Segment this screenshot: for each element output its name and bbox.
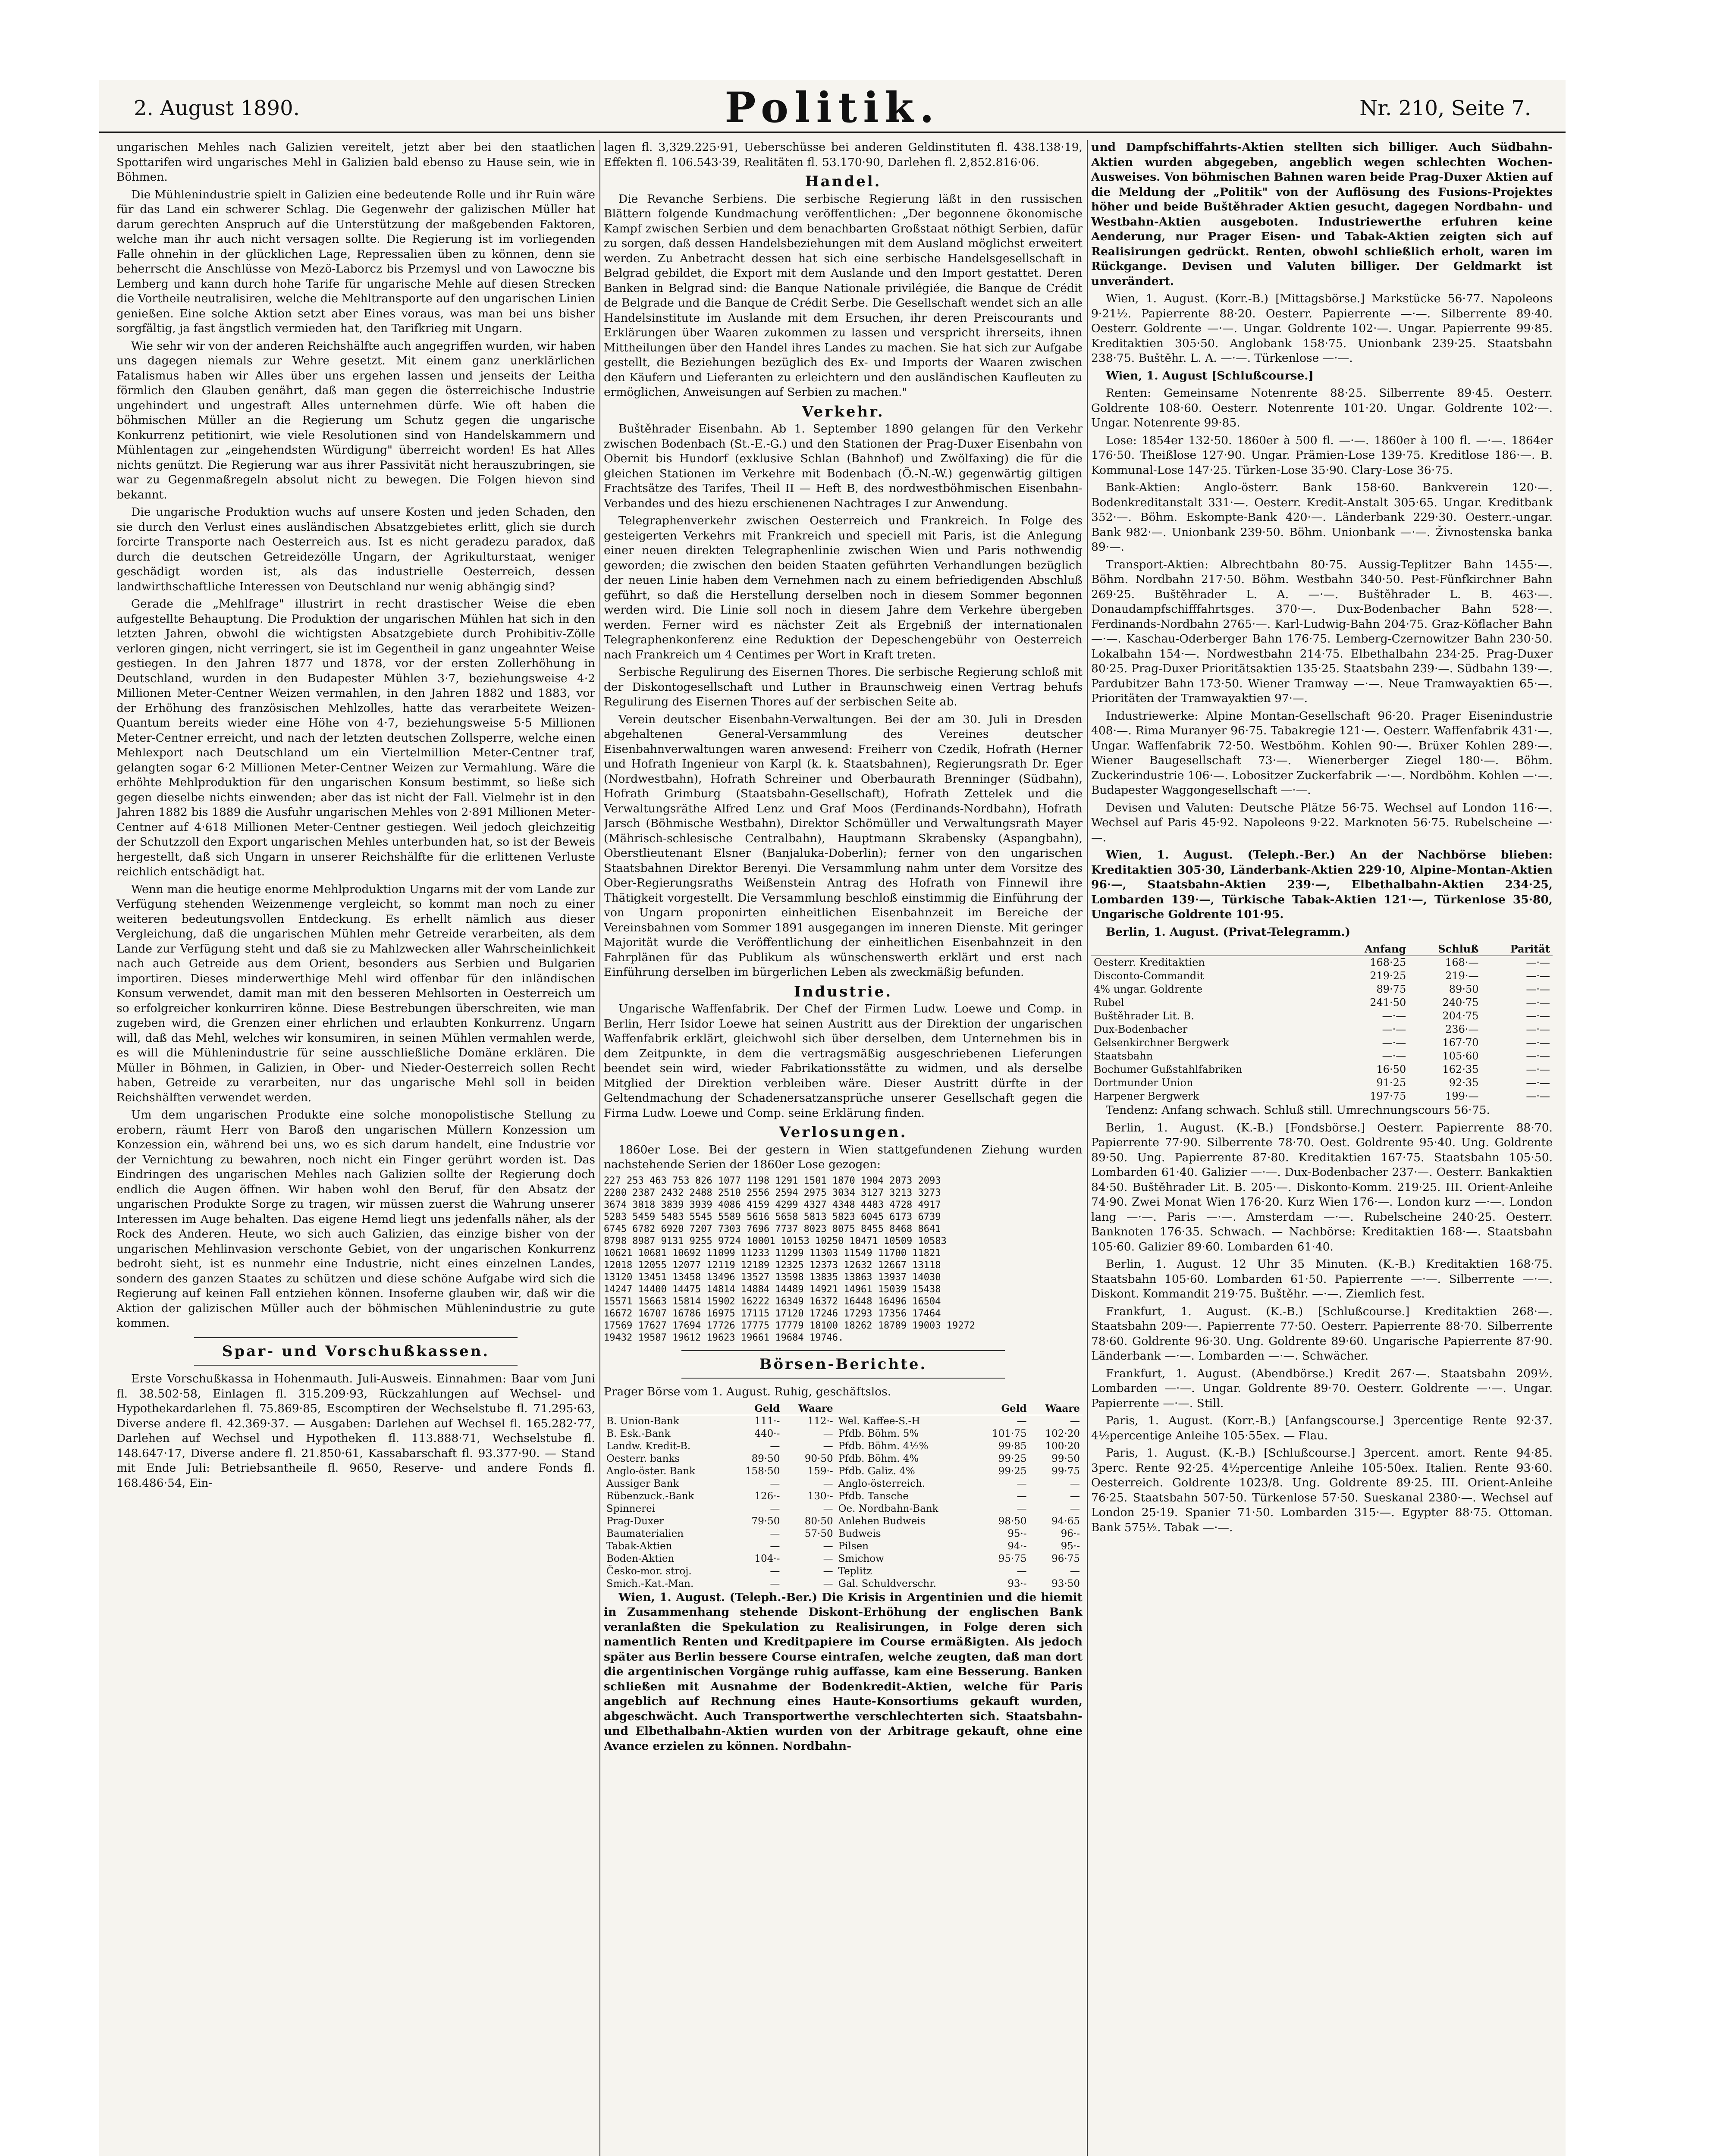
table-cell-label: 4% ungar. Goldrente <box>1094 983 1203 995</box>
table-cell-value: 90·50 <box>804 1453 833 1464</box>
table-cell-label: Pfdb. Galiz. 4% <box>838 1465 915 1477</box>
lottery-series-numbers: 227 253 463 753 826 1077 1198 1291 1501 1870 1904 2073 2093 2280 2387 2432 2488 2510 2556 2594 2975 3034 3127 3213 3273 3674 3818 3839 3939 4086 4159 4299 4327 4348 4483 4728 4917 5283 5459 5483 5545 5589 5616 5658 5813 5823 6045 6173 6739 6745 6782 6920 7207 7303 7696 7737 8023 8075 8455 8468 8641 8798 8987 9131 9255 9724 10001 10153 10250 10471 10509 10583 10621 10681 10692 11099 11233 11299 11303 11549 11700 11821 12018 12055 12077 12119 12189 12325 12373 12632 12667 13118 13120 13451 13458 13496 13527 13598 13835 13863 13937 14030 14247 14400 14475 14814 14884 14489 14921 14961 15039 15438 15571 15663 15814 15902 16222 16349 16372 16448 16496 16504 16672 16707 16786 16975 17115 17120 17246 17293 17356 17464 17569 17627 17694 17726 17775 17779 18100 18262 18789 19003 19272 19432 19587 19612 19623 19661 19684 19746. <box>604 1175 975 1343</box>
table-cell-value: — <box>823 1428 833 1439</box>
paragraph: Transport-Aktien: Albrechtbahn 80·75. Aussig-Teplitzer Bahn 1455·—. Böhm. Nordbahn 217·50. Böhm. Westbahn 340·50. Pest-Fünfkirchner Bahn 269·25. Buštěhrader L. A. —·—. Buštěhrader L. B. 463·—. Donaudampfschifffahrtsges. 370·—. Dux-Bodenbacher Bahn 528·—. Ferdinands-Nordbahn 2765·—. Karl-Ludwig-Bahn 204·75. Graz-Köflacher Bahn —·—. Kaschau-Oderberger Bahn 176·75. Lemberg-Czernowitzer Bahn 230·50. Lokalbahn 154·—. Nordwestbahn 214·75. Elbethalbahn 234·25. Prag-Duxer 80·25. Prag-Duxer Prioritätsaktien 135·25. Staatsbahn 239·—. Südbahn 139·—. Pardubitzer Bahn 173·50. Wiener Tramway —·—. Neue Tramwayaktien 65·—. Prioritäten der Tramwayaktien 97·—. <box>1091 558 1553 705</box>
section-divider <box>194 1337 518 1338</box>
table-cell-value: 93·- <box>1007 1578 1027 1589</box>
column-header <box>604 1402 729 1415</box>
paragraph: ungarischen Mehles nach Galizien vereitelt, jetzt aber bei den staatlichen Spottarifen wird ungarisches Mehl in Galizien bald ebenso zu Hause sein, wie in Böhmen. <box>116 141 595 184</box>
table-cell-label: Rübenzuck.-Bank <box>606 1490 694 1502</box>
table-cell-value: 16·50 <box>1376 1063 1406 1075</box>
paragraph: Wie sehr wir von der anderen Reichshälfte auch angegriffen wurden, wir haben uns dagegen niemals zur Wehre gesetzt. Mit einem ganz unerklärlichen Fatalismus haben wir Alles über uns ergehen lassen und jenseits der Leitha förmlich den Glauben genährt, daß man gegen die österreichische Industrie ungehindert und ungestraft Alles unternehmen dürfe. Wie oft haben die böhmischen Müller an die Regierung um Schutz gegen die ungarische Konkurrenz petitionirt, wie viele Resolutionen sind von Handelskammern und Mühlentagen zur „eingehendsten Würdigung" überreicht worden! Es hat Alles nichts genützt. Die Regierung war aus ihrer Passivität nicht herauszubringen, sie war zu Gegenmaßregeln absolut nicht zu bewegen. Die Folgen hievon sind bekannt. <box>116 339 595 501</box>
section-heading-spar: Spar- und Vorschußkassen. <box>222 1342 490 1360</box>
table-cell-value: 57·50 <box>804 1528 833 1539</box>
table-cell-label: B. Esk.-Bank <box>606 1428 671 1439</box>
table-cell-value: 89·50 <box>1449 983 1479 995</box>
table-cell-value: — <box>1017 1565 1027 1577</box>
table-cell-value: —·— <box>1526 1023 1550 1035</box>
table-cell-label: Dux-Bodenbacher <box>1094 1023 1188 1035</box>
paragraph: Ungarische Waffenfabrik. Der Chef der Firmen Ludw. Loewe und Comp. in Berlin, Herr Isidor Loewe hat seinen Austritt aus der Direktion der ungarischen Waffenfabrik erklärt, gleichwohl sich über derselben, dem Unternehmen bis in dem Zeitpunkte, in dem die vertragsmäßig ausgeschriebenen Lieferungen beendet sein wird, wieder Fabrikationsstätte zu widmen, und als derselbe Mitglied der Direktion verbleiben wäre. Dieser Austritt dürfte in der Geltendmachung der Schadenersatzansprüche unserer Gesellschaft gegen die Firma Ludw. Loewe und Comp. seine Erklärung finden. <box>604 1002 1083 1120</box>
table-row <box>604 1503 1083 1515</box>
paragraph: Frankfurt, 1. August. (K.-B.) [Schlußcourse.] Kreditaktien 268·—. Staatsbahn 209·—. Papierrente 77·50. Oesterr. Papierrente 88·70. Silberrente 78·60. Goldrente 96·30. Ung. Goldrente 89·60. Ungarische Papierrente 87·90. Länderbank —·—. Lombarden —·—. Schwächer. <box>1091 1304 1553 1363</box>
table-cell-value: 93·50 <box>1051 1578 1080 1589</box>
column-rule <box>599 140 600 2156</box>
table-cell-value: 95·75 <box>998 1553 1027 1564</box>
paragraph: Wien, 1. August [Schlußcourse.] <box>1106 369 1314 382</box>
table-row <box>1091 1063 1553 1076</box>
table-cell-label: Disconto-Commandit <box>1094 970 1204 982</box>
table-cell-label: Pfdb. Tansche <box>838 1490 909 1502</box>
table-cell-value: 197·75 <box>1370 1090 1406 1102</box>
table-cell-value: — <box>1070 1490 1080 1502</box>
paragraph: Frankfurt, 1. August. (Abendbörse.) Kredit 267·—. Staatsbahn 209½. Lombarden —·—. Ungar. Goldrente 89·70. Oesterr. Goldrente —·—. Ungar. Papierrente —·—. Still. <box>1091 1366 1553 1410</box>
table-cell-label: Anlehen Budweis <box>838 1515 926 1527</box>
table-cell-value: 199·— <box>1445 1090 1479 1102</box>
table-cell-label: Landw. Kredit-B. <box>606 1440 691 1452</box>
table-cell-value: 158·50 <box>745 1465 780 1477</box>
table-cell-value: 99·25 <box>998 1465 1027 1477</box>
table-row <box>1091 983 1553 996</box>
table-cell-value: —·— <box>1526 970 1550 982</box>
table-row <box>1091 1076 1553 1090</box>
table-row <box>604 1415 1083 1428</box>
prague-exchange-table <box>604 1402 1083 1590</box>
table-cell-value: 112·- <box>807 1415 833 1427</box>
table-cell-value: — <box>1070 1415 1080 1427</box>
table-row <box>1091 1023 1553 1036</box>
table-cell-label: Pfdb. Böhm. 4½% <box>838 1440 929 1452</box>
table-cell-value: — <box>770 1478 780 1489</box>
table-cell-value: 80·50 <box>804 1515 833 1527</box>
table-cell-value: 204·75 <box>1442 1010 1479 1022</box>
table-cell-value: 91·25 <box>1376 1077 1406 1089</box>
table-cell-value: — <box>1017 1415 1027 1427</box>
table-cell-value: —·— <box>1382 1010 1406 1022</box>
table-cell-value: — <box>1017 1503 1027 1514</box>
table-cell-value: —·— <box>1526 997 1550 1009</box>
table-cell-label: Pfdb. Böhm. 4% <box>838 1453 919 1464</box>
table-header-row <box>1091 942 1553 956</box>
paragraph: Um dem ungarischen Produkte eine solche monopolistische Stellung zu erobern, räumt Herr von Baroß den ungarischen Müllern Konzession um Konzession ein, während bei uns, wo es sich darum handelt, eine Industrie vor der Vernichtung zu bewahren, noch nicht ein Finger gerührt worden ist. Das Eindringen des ungarischen Mehles nach Galizien sollte der Regierung doch endlich die Augen öffnen. Wir haben wohl den Beruf, für den Absatz der ungarischen Produkte Sorge zu tragen, wir müssen zuerst die Wahrung unserer Interessen im Auge behalten. Das eigene Hemd liegt uns jedenfalls näher, als der Rock des Anderen. Heute, wo sich auch Galizien, das einzige bisher von der ungarischen Mehlinvasion verschonte Gebiet, von der ungarischen Konkurrenz bedroht sieht, ist es nunmehr eine Industrie, nicht eines einzelnen Landes, sondern des ganzen Staates zu schützen und diese schöne Aufgabe wird sich die Regierung auf keinen Fall entziehen können. Insoferne glauben wir, daß wir die Aktion der galizischen Müller auch der böhmischen Mühlenindustrie zu gute kommen. <box>116 1108 595 1330</box>
table-row <box>604 1490 1083 1503</box>
table-cell-label: Teplitz <box>838 1565 872 1577</box>
table-row <box>604 1478 1083 1490</box>
column-header: Geld <box>729 1402 782 1415</box>
table-cell-label: Budweis <box>838 1528 881 1539</box>
paragraph: Wenn man die heutige enorme Mehlproduktion Ungarns mit der vom Lande zur Verfügung stehenden Weizenmenge vergleicht, so kommt man noch zu einer weiteren bedeutungsvollen Entdeckung. Es erhellt nämlich aus dieser Vergleichung, daß die ungarischen Mühlen mehr Getreide verarbeiten, als dem Lande zur Verfügung steht und daß sie zu Mahlzwecken aller Wahrscheinlichkeit nach auch Getreide aus dem Orient, besonders aus Serbien und Bulgarien importiren. Dieses minderwerthige Mehl wird offenbar für den inländischen Konsum verwendet, damit man mit den besseren Mehlsorten in Oesterreich um so erfolgreicher konkurriren könne. Diese Bestrebungen überschreiten, wie man zugeben wird, die Grenzen einer ehrlichen und erlaubten Konkurrenz. Ungarn will, daß das Mehl, welches wir konsumiren, in seinen Mühlen vermahlen werde, es will die Mühlenindustrie für seine ausschließliche Domäne erklären. Die Müller in Böhmen, in Galizien, in Ober- und Nieder-Oesterreich sollen Recht haben, Getreide zu verarbeiten, nur das ungarische Mehl soll in beiden Reichshälften verwendet werden. <box>116 882 595 1104</box>
table-cell-value: —·— <box>1526 956 1550 968</box>
table-cell-value: —·— <box>1526 1037 1550 1049</box>
column-header: Schluß <box>1409 942 1481 956</box>
column-3 <box>1091 140 1553 2156</box>
column-header <box>1091 942 1335 956</box>
column-1 <box>116 140 595 2156</box>
table-cell-value: 98·50 <box>998 1515 1027 1527</box>
table-cell-value: 99·50 <box>1051 1453 1080 1464</box>
table-row <box>604 1578 1083 1590</box>
table-row <box>604 1465 1083 1478</box>
table-cell-value: 162·35 <box>1442 1063 1479 1075</box>
table-row <box>1091 1036 1553 1050</box>
column-2 <box>604 140 1083 2156</box>
table-cell-label: Spinnerei <box>606 1503 656 1514</box>
paragraph: Gerade die „Mehlfrage" illustrirt in recht drastischer Weise die eben aufgestellte Behauptung. Die Produktion der ungarischen Mühlen hat sich in den letzten Jahren, obwohl die wichtigsten Absatzgebiete durch Prohibitiv-Zölle verloren gingen, nicht verringert, sie ist im Gegentheil in ganz ungeahnter Weise gestiegen. In den Jahren 1877 und 1878, vor der ersten Zollerhöhung in Deutschland, wurden in den Budapester Mühlen 3·7, beziehungsweise 4·2 Millionen Meter-Centner Weizen vermahlen, in den Jahren 1882 und 1883, vor der Erhöhung des französischen Mehlzolles, hatte das verarbeitete Weizen-Quantum bereits wieder eine Höhe von 4·7, beziehungsweise 5·5 Millionen Meter-Centner erreicht, und nach der letzten deutschen Zollsperre, welche einen Mehlexport nach Deutschland um ein Viertelmillion Meter-Centner traf, gelangten sogar 6·2 Millionen Meter-Centner Weizen zur Vermahlung. Wäre die erhöhte Mehlproduktion für den ungarischen Konsum bestimmt, so ließe sich gegen dieselbe nichts einwenden; aber das ist nicht der Fall. Vielmehr ist in den Jahren 1882 bis 1889 die Ausfuhr ungarischen Mehles von 2·891 Millionen Meter-Centner auf 4·618 Millionen Meter-Centner gestiegen. Weil jedoch gleichzeitig der Schutzzoll den Export ungarischen Mehles unterbunden hat, so ist der Beweis hergestellt, daß sich Ungarn in unserer Reichshälfte für die erlittenen Verluste reichlich entschädigt hat. <box>116 597 595 878</box>
paragraph: Telegraphenverkehr zwischen Oesterreich und Frankreich. In Folge des gesteigerten Verkehrs mit Frankreich und speciell mit Paris, ist die Anlegung einer neuen direkten Telegraphenlinie zwischen Wien und Paris nothwendig geworden; die zwischen den beiden Staaten geführten Verhandlungen bezüglich der neuen Linie haben dem Vernehmen nach zu einem befriedigenden Abschluß geführt, so daß die Herstellung derselben noch in diesem Sommer begonnen werden wird. Die Linie soll noch in diesem Jahre dem Verkehre übergeben werden. Ferner wird es nächster Zeit als Ergebniß der internationalen Telegraphenkonferenz eine Reduktion der Depeschengebühr von Oesterreich nach Frankreich um 4 Centimes per Wort in Kraft treten. <box>604 514 1083 661</box>
paragraph: Die Mühlenindustrie spielt in Galizien eine bedeutende Rolle und ihr Ruin wäre für das Land ein schwerer Schlag. Die Gegenwehr der galizischen Müller hat darum gerechten Anspruch auf die Unterstützung der maßgebenden Faktoren, welche man ihr auch nicht versagen sollte. Die Regierung ist im vorliegenden Falle ohnehin in der glücklichen Lage, Repressalien üben zu können, denn sie beherrscht die Anschlüsse von Mezö-Laborcz bis Przemysl und von Lawoczne bis Lemberg und kann durch hohe Tarife für ungarische Mehle auf diesen Strecken die Vortheile neutralisiren, welche die Mehltransporte auf den ungarischen Linien genießen. Eine solche Aktion setzt aber Eines voraus, was man bei uns bisher sorgfältig, ja fast ängstlich vermieden hat, den Tarifkrieg mit Ungarn. <box>116 188 595 335</box>
table-cell-value: — <box>823 1503 833 1514</box>
table-cell-label: Anglo-öster. Bank <box>606 1465 696 1477</box>
table-cell-value: —·— <box>1526 1010 1550 1022</box>
paragraph: Tendenz: Anfang schwach. Schluß still. Umrechnungscours 56·75. <box>1106 1103 1490 1117</box>
table-cell-label: Buštěhrader Lit. B. <box>1094 1010 1194 1022</box>
table-row <box>604 1428 1083 1440</box>
column-header: Geld <box>976 1402 1029 1415</box>
table-cell-label: Dortmunder Union <box>1094 1077 1193 1089</box>
table-cell-value: 159·- <box>807 1465 833 1477</box>
table-row <box>1091 1050 1553 1063</box>
table-row <box>604 1453 1083 1465</box>
table-cell-value: — <box>823 1440 833 1452</box>
table-cell-value: 101·75 <box>992 1428 1027 1439</box>
table-cell-label: Wel. Kaffee-S.-H <box>838 1415 920 1427</box>
paragraph: Erste Vorschußkassa in Hohenmauth. Juli-Ausweis. Einnahmen: Baar vom Juni fl. 38.502·58, Einlagen fl. 315.209·93, Rückzahlungen auf Wechsel- und Hypothekardarlehen fl. 75.869·85, Escomptiren der Wechselstube fl. 71.295·63, Diverse andere fl. 42.369·37. — Ausgaben: Darlehen auf Wechsel fl. 165.282·77, Darlehen auf Wechsel und Hypotheken fl. 113.888·71, Wechselstube fl. 148.647·17, Diverse andere fl. 21.850·61, Kassabarschaft fl. 93.377·90. — Stand mit Ende Juli: Betriebsantheile fl. 9650, Reserve- und andere Fonds fl. 168.486·54, Ein- <box>116 1372 595 1490</box>
section-divider <box>681 1378 1005 1379</box>
table-cell-value: 130·- <box>807 1490 833 1502</box>
table-cell-value: — <box>823 1565 833 1577</box>
issue-date: 2. August 1890. <box>134 96 300 120</box>
paragraph: Paris, 1. August. (Korr.-B.) [Anfangscourse.] 3percentige Rente 92·37. 4½percentige Anleihe 105·55ex. — Flau. <box>1091 1414 1553 1442</box>
table-cell-value: — <box>823 1553 833 1564</box>
paragraph: Berlin, 1. August. 12 Uhr 35 Minuten. (K.-B.) Kreditaktien 168·75. Staatsbahn 105·60. Lombarden 61·50. Papierrente —·—. Silberrente —·—. Diskont. Kommandit 219·75. Buštěhr. —·—. Ziemlich fest. <box>1091 1257 1553 1300</box>
table-cell-value: 94·- <box>1007 1540 1027 1552</box>
table-cell-value: 241·50 <box>1370 997 1406 1009</box>
table-cell-value: 95·- <box>1061 1540 1080 1552</box>
table-cell-label: Pilsen <box>838 1540 869 1552</box>
section-title: Politik. <box>725 83 940 132</box>
section-divider <box>681 1350 1005 1351</box>
table-cell-value: 168·25 <box>1370 956 1406 968</box>
table-cell-label: Oesterr. banks <box>606 1453 680 1464</box>
table-row <box>1091 996 1553 1009</box>
table-cell-value: 167·70 <box>1442 1037 1479 1049</box>
table-cell-value: 440·- <box>754 1428 780 1439</box>
table-cell-value: — <box>1017 1490 1027 1502</box>
paragraph: Verein deutscher Eisenbahn-Verwaltungen. Bei der am 30. Juli in Dresden abgehaltenen General-Versammlung des Vereines deutscher Eisenbahnverwaltungen waren anwesend: Freiherr von Czedik, Hofrath (Herner und Hofrath Ingenieur von Karpl (k. k. Staatsbahnen), Regierungsrath Dr. Eger (Nordwestbahn), Hofrath Schreiner und Oberbaurath Brenninger (Südbahn), Hofrath Grimburg (Staatsbahn-Gesellschaft), Hofrath Zettelek und die Verwaltungsräthe Alfred Lenz und Graf Moos (Ferdinands-Nordbahn), Hofrath Jarsch (Böhmische Westbahn), Direktor Schömüller und Verwaltungsrath Mayer (Mährisch-schlesische Centralbahn), Hauptmann Skrabensky (Aspangbahn), Oberstlieutenant Elsner (Banjaluka-Doberlin); ferner von den ungarischen Staatsbahnen Direktor Berenyi. Die Versammlung nahm unter dem Vorsitze des Ober-Regierungsraths Weißenstein Antrag des Hofrath von Finnewil ihre Thätigkeit vorgestellt. Die Versammlung beschloß einstimmig die Einführung der von Ungarn proponirten einheitlichen Eisenbahnzeit im Bereiche der Vereinsbahnen vom Sommer 1891 ausgegangen im inneren Dienste. Mit geringer Majorität wurde die Veröffentlichung der einheitlichen Eisenbahnzeit in den Fahrplänen für das Publikum als wünschenswerth erklärt und erst nach Einführung derselben im bürgerlichen Leben als zweckmäßig befunden. <box>604 712 1083 979</box>
paragraph: und Dampfschiffahrts-Aktien stellten sich billiger. Auch Südbahn-Aktien wurden abgegeben, angeblich wegen schlechten Wochen-Ausweises. Von böhmischen Bahnen waren beide Prag-Duxer Aktien auf die Meldung der „Politik" von der Auflösung des Fusions-Projektes höher und beide Buštěhrader Aktien gesucht, dagegen Nordbahn- und Westbahn-Aktien ausgeboten. Industriewerthe erfuhren keine Aenderung, nur Prager Eisen- und Tabak-Aktien zeigten sich auf Realisirungen gedrückt. Renten, obwohl schließlich erholt, waren im Rückgange. Devisen und Valuten billiger. Der Geldmarkt ist unverändert. <box>1091 141 1553 288</box>
table-row <box>1091 1090 1553 1103</box>
section-heading-industrie: Industrie. <box>794 983 893 1000</box>
table-cell-label: Smichow <box>838 1553 884 1564</box>
table-cell-value: 111·- <box>754 1415 780 1427</box>
table-cell-label: Aussiger Bank <box>606 1478 679 1489</box>
table-cell-value: — <box>1017 1478 1027 1489</box>
table-cell-label: Anglo-österreich. <box>838 1478 926 1489</box>
table-cell-value: 99·85 <box>998 1440 1027 1452</box>
paragraph: Renten: Gemeinsame Notenrente 88·25. Silberrente 89·45. Oesterr. Goldrente 108·60. Oesterr. Notenrente 101·20. Ungar. Goldrente 102·—. Ungar. Notenrente 99·85. <box>1091 386 1553 429</box>
table-cell-value: 99·25 <box>998 1453 1027 1464</box>
table-cell-value: 104·- <box>754 1553 780 1564</box>
table-cell-value: 89·75 <box>1376 983 1406 995</box>
table-cell-value: — <box>770 1440 780 1452</box>
section-heading-handel: Handel. <box>805 173 882 190</box>
newspaper-page <box>99 80 1566 2156</box>
paragraph: Die Revanche Serbiens. Die serbische Regierung läßt in den russischen Blättern folgende Kundmachung veröffentlichen: „Der begonnene ökonomische Kampf zwischen Serbien und dem benachbarten Großstaat nöthigt Serbien, dafür zu sorgen, daß dessen Handelsbeziehungen mit dem Ausland möglichst erweitert werden. Zu Anbetracht dessen hat sich eine serbische Handelsgesellschaft in Belgrad gebildet, die Export mit dem Auslande und den Import gestattet. Deren Banken in Belgrad sind: die Banque Nationale privilégiée, die Banque de Crédit de Belgrade und die Banque de Crédit Serbe. Die Gesellschaft wendet sich an alle Handelsinstitute im Auslande mit dem Ersuchen, ihr deren Preiscourants und Erklärungen über Waaren zukommen zu lassen und verspricht ihrerseits, ihnen Mittheilungen über den Handel ihres Landes zu machen. Sie hat sich zur Aufgabe gestellt, die Beziehungen bezüglich des Ex- und Imports der Waaren zwischen den Käufern und Lieferanten zu erleichtern und den ausländischen Kaufleuten zu ermöglichen, Anweisungen auf Serbien zu machen." <box>604 192 1083 399</box>
table-cell-value: 219·25 <box>1370 970 1406 982</box>
table-cell-value: 92·35 <box>1449 1077 1479 1089</box>
paragraph: Wien, 1. August. (Teleph.-Ber.) An der Nachbörse blieben: Kreditaktien 305·30, Länderbank-Aktien 229·10, Alpine-Montan-Aktien 96·—, Staatsbahn-Aktien 239·—, Elbethalbahn-Aktien 234·25, Lombarden 139·—, Türkische Tabak-Aktien 121·—, Türkenlose 35·80, Ungarische Goldrente 101·95. <box>1091 848 1553 921</box>
table-cell-value: 240·75 <box>1442 997 1479 1009</box>
table-cell-value: —·— <box>1526 1077 1550 1089</box>
table-row <box>1091 956 1553 970</box>
section-heading-verlosungen: Verlosungen. <box>779 1124 907 1141</box>
table-cell-label: Tabak-Aktien <box>606 1540 672 1552</box>
column-header: Anfang <box>1335 942 1409 956</box>
paragraph: lagen fl. 3,329.225·91, Ueberschüsse bei anderen Geldinstituten fl. 438.138·19, Effekten fl. 106.543·39, Realitäten fl. 53.170·90, Darlehen fl. 2,852.816·06. <box>604 141 1083 169</box>
table-cell-value: —·— <box>1382 1050 1406 1062</box>
table-cell-label: B. Union-Bank <box>606 1415 679 1427</box>
table-cell-label: Prag-Duxer <box>606 1515 664 1527</box>
column-header <box>836 1402 976 1415</box>
table-cell-value: — <box>770 1528 780 1539</box>
table-cell-label: Smich.-Kat.-Man. <box>606 1578 694 1589</box>
paragraph: Bank-Aktien: Anglo-österr. Bank 158·60. Bankverein 120·—. Bodenkreditanstalt 331·—. Oesterr. Kredit-Anstalt 305·65. Ungar. Kreditbank 352·—. Böhm. Eskompte-Bank 420·—. Länderbank 229·30. Oesterr.-ungar. Bank 982·—. Unionbank 239·50. Böhm. Unionbank —·—. Živnostenska banka 89·—. <box>1091 481 1553 554</box>
column-rule <box>1087 140 1088 2156</box>
column-header: Parität <box>1481 942 1553 956</box>
table-header-row <box>604 1402 1083 1415</box>
paragraph: Serbische Regulirung des Eisernen Thores. Die serbische Regierung schloß mit der Diskontogesellschaft und Luther in Braunschweig einen Vertrag behufs Regulirung des Eisernen Thores auf der serbischen Seite ab. <box>604 665 1083 708</box>
table-row <box>604 1528 1083 1540</box>
paragraph: Berlin, 1. August. (Privat-Telegramm.) <box>1106 925 1351 939</box>
paragraph: 1860er Lose. Bei der gestern in Wien stattgefundenen Ziehung wurden nachstehende Serien der 1860er Lose gezogen: <box>604 1143 1083 1171</box>
paragraph: Lose: 1854er 132·50. 1860er à 500 fl. —·—. 1860er à 100 fl. —·—. 1864er 176·50. Theißlose 127·90. Ungar. Prämien-Lose 139·75. Kreditlose 186·—. B. Kommunal-Lose 147·25. Türken-Lose 35·90. Clary-Lose 36·75. <box>1091 433 1553 477</box>
table-row <box>604 1565 1083 1578</box>
table-cell-value: — <box>770 1565 780 1577</box>
table-row <box>604 1515 1083 1528</box>
table-cell-value: 96·- <box>1061 1528 1080 1539</box>
table-cell-value: —·— <box>1526 1090 1550 1102</box>
paragraph: Wien, 1. August. (Teleph.-Ber.) Die Krisis in Argentinien und die hiemit in Zusammenhang stehende Diskont-Erhöhung der englischen Bank veranlaßten die Spekulation zu Realisirungen, in Folge deren sich namentlich Renten und Kreditpapiere im Course ermäßigten. Als jedoch später aus Berlin bessere Course eintrafen, welche zeugten, daß man dort die argentinischen Vorgänge ruhig auffasse, kam eine Besserung. Banken schließen mit Ausnahme der Bodenkredit-Aktien, welche für Paris angeblich auf Rechnung eines Haute-Konsortiums gekauft wurden, abgeschwächt. Auch Transportwerthe verschlechterten sich. Staatsbahn- und Elbethalbahn-Aktien wurden von der Arbitrage gekauft, ohne eine Avance erzielen zu können. Nordbahn- <box>604 1590 1083 1753</box>
table-cell-value: 89·50 <box>751 1453 780 1464</box>
table-cell-value: —·— <box>1526 983 1550 995</box>
table-cell-value: 126·- <box>754 1490 780 1502</box>
table-cell-value: — <box>1070 1565 1080 1577</box>
paragraph: Devisen und Valuten: Deutsche Plätze 56·75. Wechsel auf London 116·—. Wechsel auf Paris 45·92. Napoleons 9·22. Marknoten 56·75. Rubelscheine —·—. <box>1091 801 1553 844</box>
table-cell-label: Rubel <box>1094 997 1124 1009</box>
paragraph: Berlin, 1. August. (K.-B.) [Fondsbörse.] Oesterr. Papierrente 88·70. Papierrente 77·90. Silberrente 78·70. Oest. Goldrente 95·40. Ung. Goldrente 89·50. Ung. Papierrente 87·80. Kreditaktien 167·75. Staatsbahn 105·50. Lombarden 61·40. Galizier —·—. Dux-Bodenbacher 237·—. Oesterr. Bankaktien 84·50. Buštěhrader Lit. B. 205·—. Diskonto-Komm. 219·25. III. Orient-Anleihe 74·90. Zwei Monat Wien 176·20. Kurz Wien 176·—. London kurz —·—. London lang —·—. Paris —·—. Amsterdam —·—. Rubelscheine 240·25. Oesterr. Banknoten 176·35. Schwach. — Nachbörse: Kreditaktien 168·—. Staatsbahn 105·60. Galizier 89·60. Lombarden 61·40. <box>1091 1121 1553 1253</box>
table-cell-value: —·— <box>1526 1050 1550 1062</box>
table-cell-label: Oesterr. Kreditaktien <box>1094 956 1205 968</box>
page-number: Nr. 210, Seite 7. <box>1359 96 1531 120</box>
column-header: Waare <box>782 1402 835 1415</box>
table-cell-value: — <box>823 1578 833 1589</box>
table-row <box>1091 1009 1553 1023</box>
table-cell-value: 94·65 <box>1051 1515 1080 1527</box>
paragraph: Wien, 1. August. (Korr.-B.) [Mittagsbörse.] Markstücke 56·77. Napoleons 9·21½. Papierrente 88·20. Oesterr. Papierrente —·—. Silberrente 89·40. Oesterr. Goldrente —·—. Ungar. Goldrente 102·—. Ungar. Papierrente 99·85. Kreditaktien 305·50. Anglobank 158·75. Unionbank 239·25. Staatsbahn 238·75. Buštěhr. L. A. —·—. Türkenlose —·—. <box>1091 292 1553 365</box>
table-cell-value: 100·20 <box>1045 1440 1080 1452</box>
table-cell-value: 79·50 <box>751 1515 780 1527</box>
table-cell-value: — <box>823 1478 833 1489</box>
table-cell-label: Oe. Nordbahn-Bank <box>838 1503 938 1514</box>
table-cell-label: Gelsenkirchner Bergwerk <box>1094 1037 1229 1049</box>
prague-exchange-intro: Prager Börse vom 1. August. Ruhig, geschäftslos. <box>604 1385 891 1398</box>
table-cell-value: 95·- <box>1007 1528 1027 1539</box>
table-cell-value: 236·— <box>1445 1023 1479 1035</box>
table-cell-value: 219·— <box>1445 970 1479 982</box>
paragraph: Industriewerke: Alpine Montan-Gesellschaft 96·20. Prager Eisenindustrie 408·—. Rima Muranyer 96·75. Tabakregie 121·—. Oesterr. Waffenfabrik 431·—. Ungar. Waffenfabrik 72·50. Westböhm. Kohlen 90·—. Brüxer Kohlen 289·—. Wiener Baugesellschaft 73·—. Wienerberger Ziegel 180·—. Böhm. Zuckerindustrie 106·—. Lobositzer Zuckerfabrik —·—. Nordböhm. Kohlen —·—. Budapester Waggongesellschaft —·—. <box>1091 709 1553 797</box>
table-cell-value: —·— <box>1526 1063 1550 1075</box>
paragraph: Paris, 1. August. (K.-B.) [Schlußcourse.] 3percent. amort. Rente 94·85. 3perc. Rente 92·25. 4½percentige Anleihe 105·50ex. Italien. Rente 93·60. Oesterreich. Goldrente 1023/8. Ung. Goldrente 89·25. III. Orient-Anleihe 76·25. Staatsbahn 507·50. Türkenlose 57·50. Sueskanal 2380·—. Wechsel auf London 25·19. Spanier 71·50. Lombarden 315·—. Egypter 88·75. Ottoman. Bank 575½. Tabak —·—. <box>1091 1446 1553 1534</box>
section-heading-verkehr: Verkehr. <box>802 403 885 420</box>
table-row <box>1091 969 1553 983</box>
table-cell-label: Baumaterialien <box>606 1528 684 1539</box>
table-cell-label: Gal. Schuldverschr. <box>838 1578 936 1589</box>
column-header: Waare <box>1029 1402 1083 1415</box>
table-cell-value: — <box>770 1540 780 1552</box>
table-cell-value: 96·75 <box>1051 1553 1080 1564</box>
table-cell-label: Staatsbahn <box>1094 1050 1153 1062</box>
table-cell-label: Česko-mor. stroj. <box>606 1565 692 1577</box>
section-heading-boersen: Börsen-Berichte. <box>759 1355 927 1373</box>
table-row <box>604 1440 1083 1453</box>
table-cell-value: — <box>770 1578 780 1589</box>
page-header <box>99 80 1566 133</box>
table-cell-value: 102·20 <box>1045 1428 1080 1439</box>
table-row <box>604 1553 1083 1565</box>
section-divider <box>194 1365 518 1366</box>
berlin-exchange-table <box>1091 942 1553 1103</box>
table-cell-value: — <box>1070 1478 1080 1489</box>
table-cell-value: 168·— <box>1445 956 1479 968</box>
table-cell-label: Boden-Aktien <box>606 1553 675 1564</box>
table-cell-value: —·— <box>1382 1037 1406 1049</box>
table-row <box>604 1540 1083 1553</box>
table-cell-value: — <box>770 1503 780 1514</box>
table-cell-value: 99·75 <box>1051 1465 1080 1477</box>
table-cell-label: Bochumer Gußstahlfabriken <box>1094 1063 1243 1075</box>
paragraph: Die ungarische Produktion wuchs auf unsere Kosten und jeden Schaden, den sie durch den Verlust eines ausländischen Absatzgebietes erlitt, glich sie durch forcirte Transporte nach Oesterreich aus. Ist es nicht geradezu paradox, daß durch die deutschen Getreidezölle Ungarn, der Agrikulturstaat, weniger geschädigt worden ist, als das industrielle Oesterreich, dessen landwirthschaftliche Interessen von Deutschland nur wenig abhängig sind? <box>116 505 595 593</box>
table-cell-value: — <box>1070 1503 1080 1514</box>
table-cell-value: —·— <box>1382 1023 1406 1035</box>
table-cell-value: — <box>823 1540 833 1552</box>
table-cell-label: Pfdb. Böhm. 5% <box>838 1428 919 1439</box>
table-cell-label: Harpener Bergwerk <box>1094 1090 1199 1102</box>
table-cell-value: 105·60 <box>1442 1050 1479 1062</box>
paragraph: Buštěhrader Eisenbahn. Ab 1. September 1890 gelangen für den Verkehr zwischen Bodenbach (St.-E.-G.) und den Stationen der Prag-Duxer Eisenbahn von Obernit bis Hundorf (exklusive Schlan (Bahnhof) und Zwölfaxing) die für die gleichen Stationen im Verkehre mit Bodenbach (Ö.-N.-W.) gegenwärtig giltigen Frachtsätze des Tarifes, Theil II — Heft B, des nordwestböhmischen Eisenbahn-Verbandes und des hiezu erschienenen Nachtrages I zur Anwendung. <box>604 422 1083 510</box>
